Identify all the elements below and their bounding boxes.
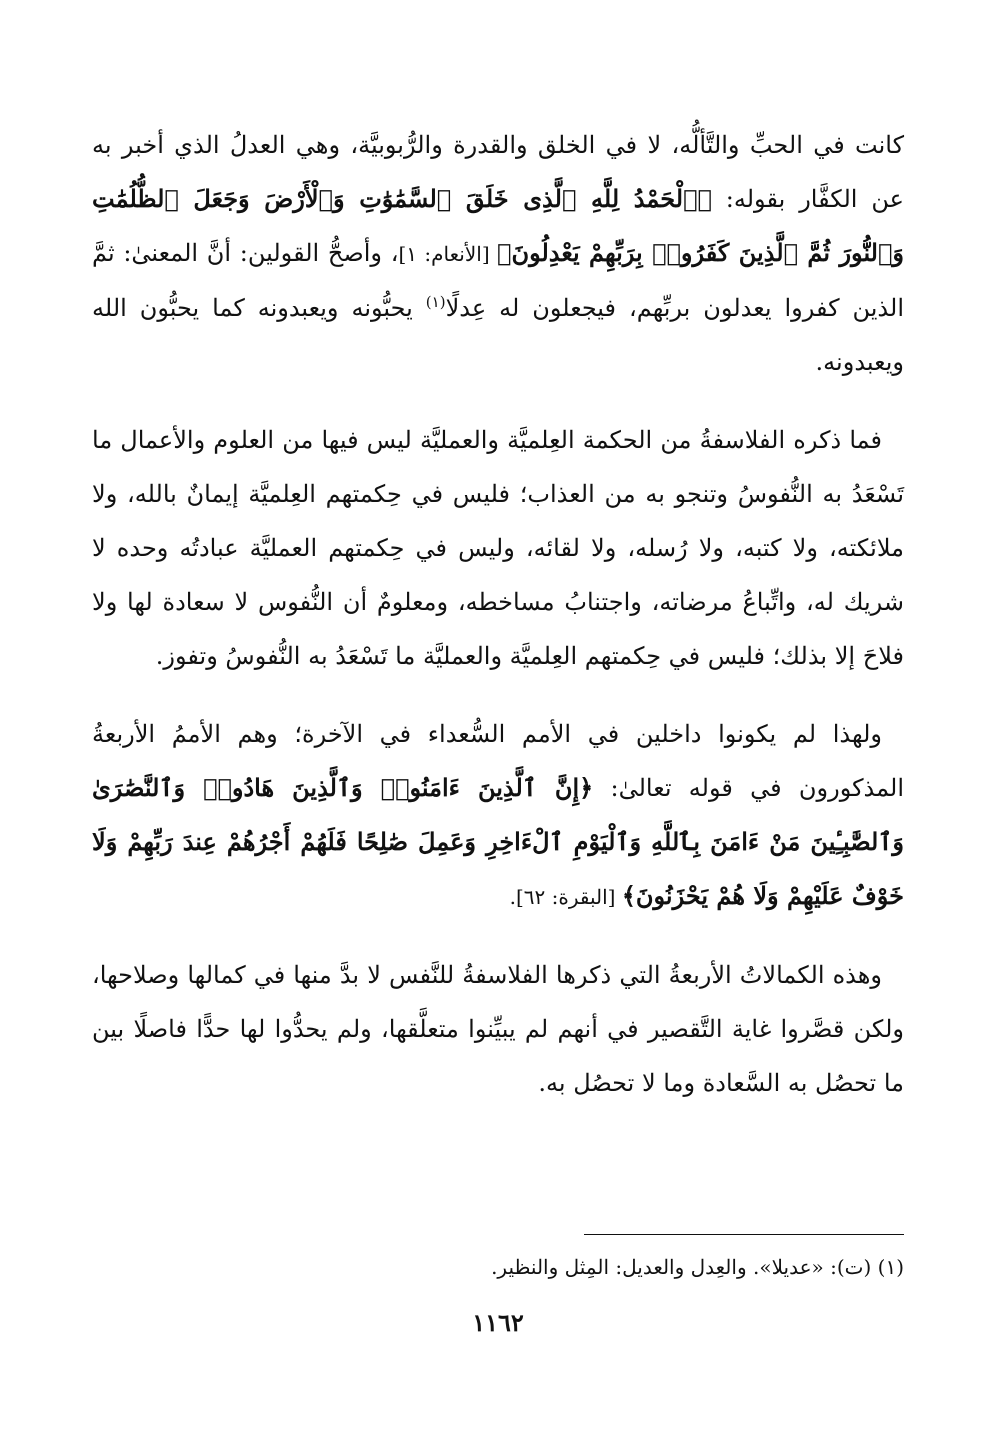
page-number: ١١٦٢	[472, 1308, 524, 1337]
verse-reference-anam: [الأنعام: ١]	[398, 242, 498, 266]
paragraph-3	[92, 707, 904, 924]
paragraph-4: وهذه الكمالاتُ الأربعةُ التي ذكرها الفلاسفةُ للنَّفس لا بدَّ منها في كمالها وصلاحها، ولكن قصَّروا غاية التَّقصير في أنهم لم يبيِّنوا متعلَّقها، ولم يحدُّوا لها حدًّا فاصلًا بين ما تحصُل به السَّعادة وما لا تحصُل به.	[92, 961, 904, 1097]
paragraph-3-text-a: ولهذا لم يكونوا داخلين في الأمم السُّعداء في الآخرة؛ وهم الأممُ الأربعةُ المذكورون في قوله تعالىٰ:	[92, 720, 904, 802]
footnote: (١) (ت): «عديلا». والعِدل والعديل: المِثل والنظير.	[491, 1255, 904, 1279]
quran-verse-anam: ﴿ٱلْحَمْدُ لِلَّهِ ٱلَّذِى خَلَقَ ٱلسَّمَٰوَٰتِ وَٱلْأَرْضَ وَجَعَلَ ٱلظُّلُمَٰتِ وَٱلنُّورَ ثُمَّ ٱلَّذِينَ كَفَرُوا۟ بِرَبِّهِمْ يَعْدِلُونَ﴾	[92, 184, 904, 267]
book-page	[92, 118, 904, 1408]
paragraph-1-text-b: ، وأصحُّ القولين: أنَّ المعنىٰ: ثمَّ الذين كفروا يعدلون بربِّهم، فيجعلون له عِدلًا	[92, 239, 905, 322]
footnote-divider	[584, 1234, 904, 1235]
paragraph-1-text-c: يحبُّونه ويعبدونه كما يحبُّون الله ويعبدونه.	[92, 294, 904, 376]
verse-reference-baqara: [البقرة: ٦٢].	[509, 885, 622, 909]
paragraph-1-text-a: كانت في الحبِّ والتَّألُّه، لا في الخلق والقدرة والرُّبوبيَّة، وهي العدلُ الذي أخبر به عن الكفَّار بقوله:	[92, 131, 904, 213]
footnote-marker: (١)	[425, 293, 446, 311]
paragraph-2: فما ذكره الفلاسفةُ من الحكمة العِلميَّة والعمليَّة ليس فيها من العلوم والأعمال ما تَسْعَدُ به النُّفوسُ وتنجو به من العذاب؛ فليس في حِكمتهم العِلميَّة إيمانٌ بالله، ولا ملائكته، ولا كتبه، ولا رُسله، ولا لقائه، وليس في حِكمتهم العمليَّة عبادتُه وحده لا شريك له، واتِّباعُ مرضاته، واجتنابُ مساخطه، ومعلومٌ أن النُّفوس لا سعادة لها ولا فلاحَ إلا بذلك؛ فليس في حِكمتهم العِلميَّة والعمليَّة ما تَسْعَدُ به النُّفوسُ وتفوز.	[92, 426, 905, 670]
paragraph-1	[92, 118, 904, 389]
quran-verse-baqara: ﴿إِنَّ ٱلَّذِينَ ءَامَنُوا۟ وَٱلَّذِينَ هَادُوا۟ وَٱلنَّصَٰرَىٰ وَٱلصَّٰبِـِٔينَ مَنْ ءَامَنَ بِٱللَّهِ وَٱلْيَوْمِ ٱلْءَاخِرِ وَعَمِلَ صَٰلِحًا فَلَهُمْ أَجْرُهُمْ عِندَ رَبِّهِمْ وَلَا خَوْفٌ عَلَيْهِمْ وَلَا هُمْ يَحْزَنُونَ﴾	[92, 773, 904, 910]
